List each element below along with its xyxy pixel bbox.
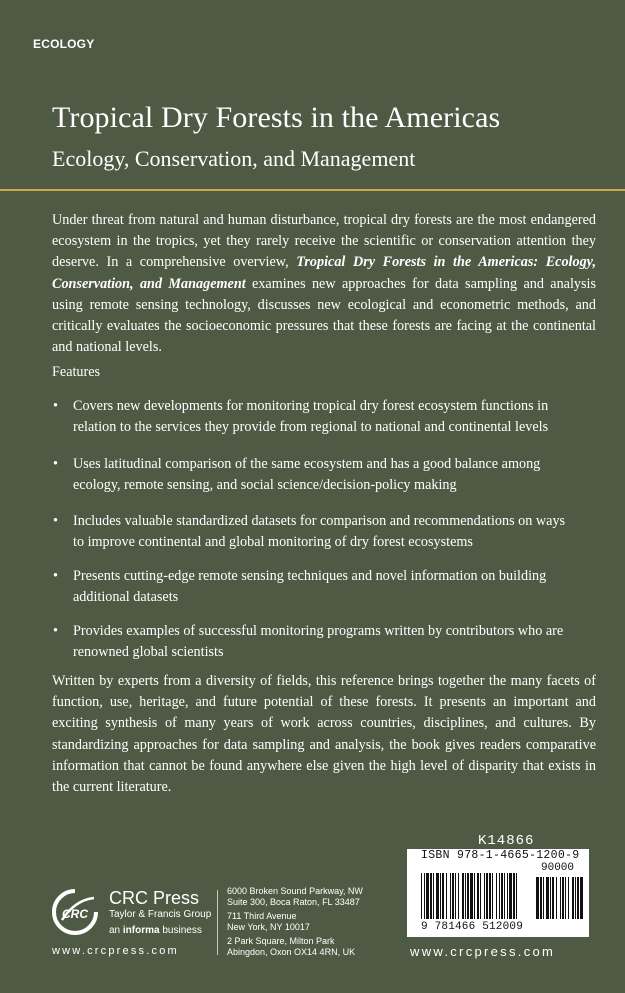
publisher-name: CRC Press [109, 888, 200, 908]
price-code: 90000 [541, 862, 575, 874]
bullet-icon: • [53, 398, 58, 414]
feature-text: Presents cutting-edge remote sensing techniques and novel information on building additional datasets [73, 568, 547, 606]
features-heading: Features [52, 364, 101, 380]
crc-logo-text: CRC [62, 907, 88, 921]
bullet-icon: • [53, 513, 58, 529]
feature-item-4 [53, 566, 573, 608]
feature-item-1 [53, 396, 573, 438]
feature-text: Includes valuable standardized datasets for comparison and recommendations on ways to improve continental and global monitoring of dry forest ecosystems [73, 513, 566, 551]
barcode-box [407, 849, 589, 937]
crc-logo [50, 888, 100, 936]
description-book-title: Tropical Dry Forests in the Americas: Ecology, Conservation, and Management [52, 254, 596, 292]
footer-divider [217, 890, 218, 955]
feature-item-3 [53, 511, 573, 553]
publisher-tagline: an informa business [109, 925, 202, 936]
catalog-code: K14866 [478, 833, 535, 849]
bullet-icon: • [53, 623, 58, 639]
book-subtitle: Ecology, Conservation, and Management [52, 146, 416, 171]
address-new-york: 711 Third Avenue New York, NY 10017 [227, 911, 310, 932]
description-text-after: examines new approaches for data sampling and analysis using remote sensing technology, discusses new ecological and econometric methods, and critically evaluates the socioeconomic pressures that these forests are facing at the continental and national levels. [52, 275, 596, 356]
publisher-group: Taylor & Francis Group [109, 909, 212, 920]
closing-paragraph: Written by experts from a diversity of fields, this reference brings together the many facets of function, use, heritage, and future potential of these forests. It presents an important and exciting synthesis of many years of work across countries, disciplines, and cultures. By standardizing approaches for data sampling and analysis, the book gives readers comparative information that cannot be found anywhere else given the high level of disparity that exists in the current literature. [52, 673, 596, 796]
description-text-before: Under threat from natural and human disturbance, tropical dry forests are the most endangered ecosystem in the tropics, yet they rarely receive the scientific or conservation attention they deserve. In a comprehensive overview, [52, 212, 596, 271]
feature-text: Uses latitudinal comparison of the same ecosystem and has a good balance among ecology, remote sensing, and social science/decision-policy making [73, 456, 541, 494]
website-url: www.crcpress.com [410, 944, 556, 959]
bullet-icon: • [53, 456, 58, 472]
feature-text: Provides examples of successful monitoring programs written by contributors who are renowned global scientists [73, 623, 564, 661]
bullet-icon: • [53, 568, 58, 584]
category-label: ECOLOGY [33, 37, 95, 51]
publisher-website: www.crcpress.com [52, 945, 179, 957]
publisher-addresses [227, 886, 363, 958]
gold-rule [0, 189, 625, 191]
address-abingdon: 2 Park Square, Milton Park Abingdon, Oxon OX14 4RN, UK [227, 936, 356, 957]
description-paragraph [52, 210, 596, 358]
feature-item-2 [53, 454, 573, 496]
publisher-block [109, 888, 211, 938]
address-boca-raton: 6000 Broken Sound Parkway, NW Suite 300, Boca Raton, FL 33487 [227, 886, 363, 907]
isbn-text: ISBN 978-1-4665-1200-9 [421, 849, 580, 862]
feature-text: Covers new developments for monitoring tropical dry forest ecosystem functions in relation to the services they provide from regional to national and continental levels [73, 398, 549, 436]
book-title: Tropical Dry Forests in the Americas [52, 101, 501, 134]
feature-item-5 [53, 621, 573, 663]
barcode-icon [407, 873, 589, 921]
barcode-digits: 9 781466 512009 [421, 921, 524, 933]
